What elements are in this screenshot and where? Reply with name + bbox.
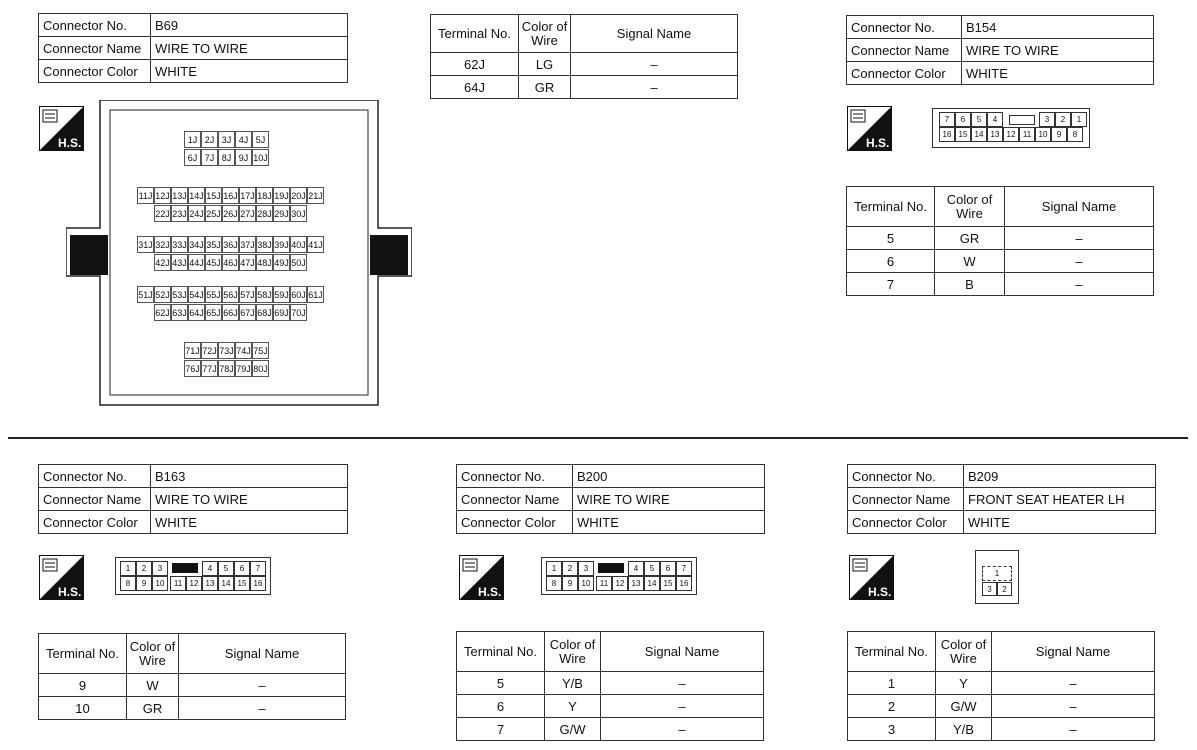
pin: 7J <box>201 149 218 166</box>
pin: 3J <box>218 131 235 148</box>
connector-color-label: Connector Color <box>39 60 151 83</box>
pin: 67J <box>239 304 256 321</box>
table-row: 9 W – <box>39 674 346 697</box>
table-row: 1 Y – <box>848 672 1155 695</box>
pin: 34J <box>188 236 205 253</box>
pin: 56J <box>222 286 239 303</box>
pin: 3 <box>1039 112 1055 127</box>
pin: 20J <box>290 187 307 204</box>
pin: 13 <box>987 127 1003 142</box>
connector-color-value: WHITE <box>151 60 348 83</box>
terminal-no-header: Terminal No. <box>848 632 936 672</box>
pin: 78J <box>218 360 235 377</box>
pin: 60J <box>290 286 307 303</box>
connector-no-label: Connector No. <box>457 465 573 488</box>
connector-color-value: WHITE <box>573 511 765 534</box>
pin: 79J <box>235 360 252 377</box>
pin: 6 <box>660 561 676 576</box>
pin: 28J <box>256 205 273 222</box>
b69-info-table <box>38 13 348 83</box>
pin: 9 <box>136 576 152 591</box>
connector-color-value: WHITE <box>151 511 348 534</box>
pin: 2 <box>562 561 578 576</box>
pin: 11J <box>137 187 154 204</box>
pin: 5 <box>644 561 660 576</box>
connector-color-label: Connector Color <box>39 511 151 534</box>
signal-name-header: Signal Name <box>992 632 1155 672</box>
pin: 61J <box>307 286 324 303</box>
connector-name-value: WIRE TO WIRE <box>151 37 348 60</box>
pin: 9 <box>1051 127 1067 142</box>
connector-color-label: Connector Color <box>848 511 964 534</box>
pin: 14J <box>188 187 205 204</box>
pin: 44J <box>188 254 205 271</box>
b154-info-table <box>846 15 1154 85</box>
pin: 66J <box>222 304 239 321</box>
pin: 71J <box>184 342 201 359</box>
pin: 47J <box>239 254 256 271</box>
svg-text:H.S.: H.S. <box>478 585 502 599</box>
pin: 57J <box>239 286 256 303</box>
pin: 12 <box>612 576 628 591</box>
pin: 6J <box>184 149 201 166</box>
b163-terminal-table <box>38 633 346 720</box>
svg-text:H.S.: H.S. <box>58 585 82 599</box>
pin: 16 <box>250 576 266 591</box>
key-block <box>172 563 198 573</box>
connector-name-label: Connector Name <box>39 488 151 511</box>
b154-terminal-table <box>846 186 1154 296</box>
table-row: 62J LG – <box>431 53 738 76</box>
pin: 13 <box>202 576 218 591</box>
table-row: 6 W – <box>847 250 1154 273</box>
pin: 75J <box>252 342 269 359</box>
pin: 35J <box>205 236 222 253</box>
pin: 18J <box>256 187 273 204</box>
pin: 41J <box>307 236 324 253</box>
section-divider <box>8 437 1188 439</box>
pin: 21J <box>307 187 324 204</box>
pin: 24J <box>188 205 205 222</box>
color-of-wire-header: Color of Wire <box>935 187 1005 227</box>
pin: 2 <box>1055 112 1071 127</box>
pin: 31J <box>137 236 154 253</box>
pin: 72J <box>201 342 218 359</box>
pin: 2 <box>136 561 152 576</box>
pin: 49J <box>273 254 290 271</box>
signal-name-header: Signal Name <box>571 15 738 53</box>
pin: 5 <box>971 112 987 127</box>
b200-info-table <box>456 464 765 534</box>
pin: 77J <box>201 360 218 377</box>
pin: 15 <box>234 576 250 591</box>
pin: 51J <box>137 286 154 303</box>
pin: 63J <box>171 304 188 321</box>
connector-no-label: Connector No. <box>39 14 151 37</box>
signal-name-header: Signal Name <box>1005 187 1154 227</box>
pin: 10 <box>152 576 168 591</box>
pin: 65J <box>205 304 222 321</box>
b200-terminal-table <box>456 631 764 741</box>
connector-no-value: B163 <box>151 465 348 488</box>
b200-connector-face <box>541 557 697 595</box>
pin: 1 <box>546 561 562 576</box>
table-row: 10 GR – <box>39 697 346 720</box>
table-row: 2 G/W – <box>848 695 1155 718</box>
pin: 38J <box>256 236 273 253</box>
table-row: 7 B – <box>847 273 1154 296</box>
pin: 70J <box>290 304 307 321</box>
pin: 73J <box>218 342 235 359</box>
pin: 14 <box>644 576 660 591</box>
pin: 6 <box>234 561 250 576</box>
b209-connector-face <box>975 550 1019 604</box>
pin: 69J <box>273 304 290 321</box>
connector-no-label: Connector No. <box>848 465 964 488</box>
connector-color-value: WHITE <box>962 62 1154 85</box>
pin: 4J <box>235 131 252 148</box>
pin: 76J <box>184 360 201 377</box>
pin: 4 <box>987 112 1003 127</box>
pin: 1J <box>184 131 201 148</box>
pin: 46J <box>222 254 239 271</box>
pin: 50J <box>290 254 307 271</box>
pin: 32J <box>154 236 171 253</box>
pin: 7 <box>250 561 266 576</box>
pin: 43J <box>171 254 188 271</box>
pin: 15J <box>205 187 222 204</box>
pin: 74J <box>235 342 252 359</box>
connector-color-label: Connector Color <box>847 62 962 85</box>
color-of-wire-header: Color of Wire <box>127 634 179 674</box>
connector-no-value: B69 <box>151 14 348 37</box>
b163-info-table <box>38 464 348 534</box>
terminal-no-header: Terminal No. <box>39 634 127 674</box>
pin: 10J <box>252 149 269 166</box>
table-row: 64J GR – <box>431 76 738 99</box>
pin: 45J <box>205 254 222 271</box>
svg-text:H.S.: H.S. <box>58 136 82 150</box>
pin: 11 <box>170 576 186 591</box>
pin: 29J <box>273 205 290 222</box>
pin: 22J <box>154 205 171 222</box>
pin: 5J <box>252 131 269 148</box>
signal-name-header: Signal Name <box>179 634 346 674</box>
connector-name-value: WIRE TO WIRE <box>151 488 348 511</box>
pin: 5 <box>218 561 234 576</box>
pin: 16 <box>676 576 692 591</box>
pin: 15 <box>660 576 676 591</box>
pin: 3 <box>578 561 594 576</box>
pin: 42J <box>154 254 171 271</box>
pin: 2J <box>201 131 218 148</box>
connector-color-label: Connector Color <box>457 511 573 534</box>
pin: 2 <box>997 582 1012 596</box>
pin: 4 <box>202 561 218 576</box>
connector-no-label: Connector No. <box>39 465 151 488</box>
color-of-wire-header: Color of Wire <box>519 15 571 53</box>
pin: 64J <box>188 304 205 321</box>
b154-connector-face <box>932 108 1090 148</box>
connector-name-label: Connector Name <box>847 39 962 62</box>
table-row: 5 GR – <box>847 227 1154 250</box>
pin: 55J <box>205 286 222 303</box>
pin: 8 <box>1067 127 1083 142</box>
connector-no-value: B200 <box>573 465 765 488</box>
pin: 3 <box>982 582 997 596</box>
pin: 8J <box>218 149 235 166</box>
pin: 14 <box>971 127 987 142</box>
table-row: 7 G/W – <box>457 718 764 741</box>
pin: 26J <box>222 205 239 222</box>
harness-side-icon <box>847 106 892 151</box>
pin: 8 <box>546 576 562 591</box>
table-row: 3 Y/B – <box>848 718 1155 741</box>
pin: 8 <box>120 576 136 591</box>
connector-name-label: Connector Name <box>39 37 151 60</box>
connector-color-value: WHITE <box>964 511 1156 534</box>
pin: 17J <box>239 187 256 204</box>
pin: 40J <box>290 236 307 253</box>
pin: 1 <box>982 566 1012 581</box>
pin: 11 <box>596 576 612 591</box>
pin: 23J <box>171 205 188 222</box>
pin: 19J <box>273 187 290 204</box>
pin: 15 <box>955 127 971 142</box>
pin: 36J <box>222 236 239 253</box>
harness-side-icon <box>849 555 894 600</box>
pin: 3 <box>152 561 168 576</box>
connector-name-label: Connector Name <box>457 488 573 511</box>
connector-no-value: B154 <box>962 16 1154 39</box>
pin: 25J <box>205 205 222 222</box>
pin: 58J <box>256 286 273 303</box>
pin: 27J <box>239 205 256 222</box>
pin: 30J <box>290 205 307 222</box>
connector-no-label: Connector No. <box>847 16 962 39</box>
pin: 1 <box>1071 112 1087 127</box>
key-slot <box>1009 115 1035 125</box>
connector-name-value: WIRE TO WIRE <box>962 39 1154 62</box>
pin: 39J <box>273 236 290 253</box>
connector-name-label: Connector Name <box>848 488 964 511</box>
connector-no-value: B209 <box>964 465 1156 488</box>
color-of-wire-header: Color of Wire <box>545 632 601 672</box>
signal-name-header: Signal Name <box>601 632 764 672</box>
pin: 11 <box>1019 127 1035 142</box>
pin: 10 <box>578 576 594 591</box>
pin: 12 <box>186 576 202 591</box>
pin: 13 <box>628 576 644 591</box>
pin: 54J <box>188 286 205 303</box>
pin: 16J <box>222 187 239 204</box>
pin: 1 <box>120 561 136 576</box>
pin: 7 <box>939 112 955 127</box>
pin: 4 <box>628 561 644 576</box>
pin: 68J <box>256 304 273 321</box>
pin: 62J <box>154 304 171 321</box>
pin: 37J <box>239 236 256 253</box>
pin: 53J <box>171 286 188 303</box>
terminal-no-header: Terminal No. <box>847 187 935 227</box>
connector-name-value: WIRE TO WIRE <box>573 488 765 511</box>
harness-side-icon <box>39 555 84 600</box>
b209-info-table <box>847 464 1156 534</box>
b209-terminal-table <box>847 631 1155 741</box>
pin: 33J <box>171 236 188 253</box>
pin: 7 <box>676 561 692 576</box>
pin: 9J <box>235 149 252 166</box>
pin: 13J <box>171 187 188 204</box>
pin: 59J <box>273 286 290 303</box>
connector-name-value: FRONT SEAT HEATER LH <box>964 488 1156 511</box>
pin: 52J <box>154 286 171 303</box>
pin: 6 <box>955 112 971 127</box>
svg-text:H.S.: H.S. <box>868 585 892 599</box>
key-block <box>598 563 624 573</box>
pin: 80J <box>252 360 269 377</box>
color-of-wire-header: Color of Wire <box>936 632 992 672</box>
svg-text:H.S.: H.S. <box>866 136 890 150</box>
table-row: 6 Y – <box>457 695 764 718</box>
terminal-no-header: Terminal No. <box>457 632 545 672</box>
pin: 16 <box>939 127 955 142</box>
pin: 10 <box>1035 127 1051 142</box>
pin: 48J <box>256 254 273 271</box>
b163-connector-face <box>115 557 271 595</box>
pin: 12J <box>154 187 171 204</box>
table-row: 5 Y/B – <box>457 672 764 695</box>
b69-terminal-table <box>430 14 738 99</box>
pin: 14 <box>218 576 234 591</box>
pin: 12 <box>1003 127 1019 142</box>
harness-side-icon <box>459 555 504 600</box>
pin: 9 <box>562 576 578 591</box>
terminal-no-header: Terminal No. <box>431 15 519 53</box>
